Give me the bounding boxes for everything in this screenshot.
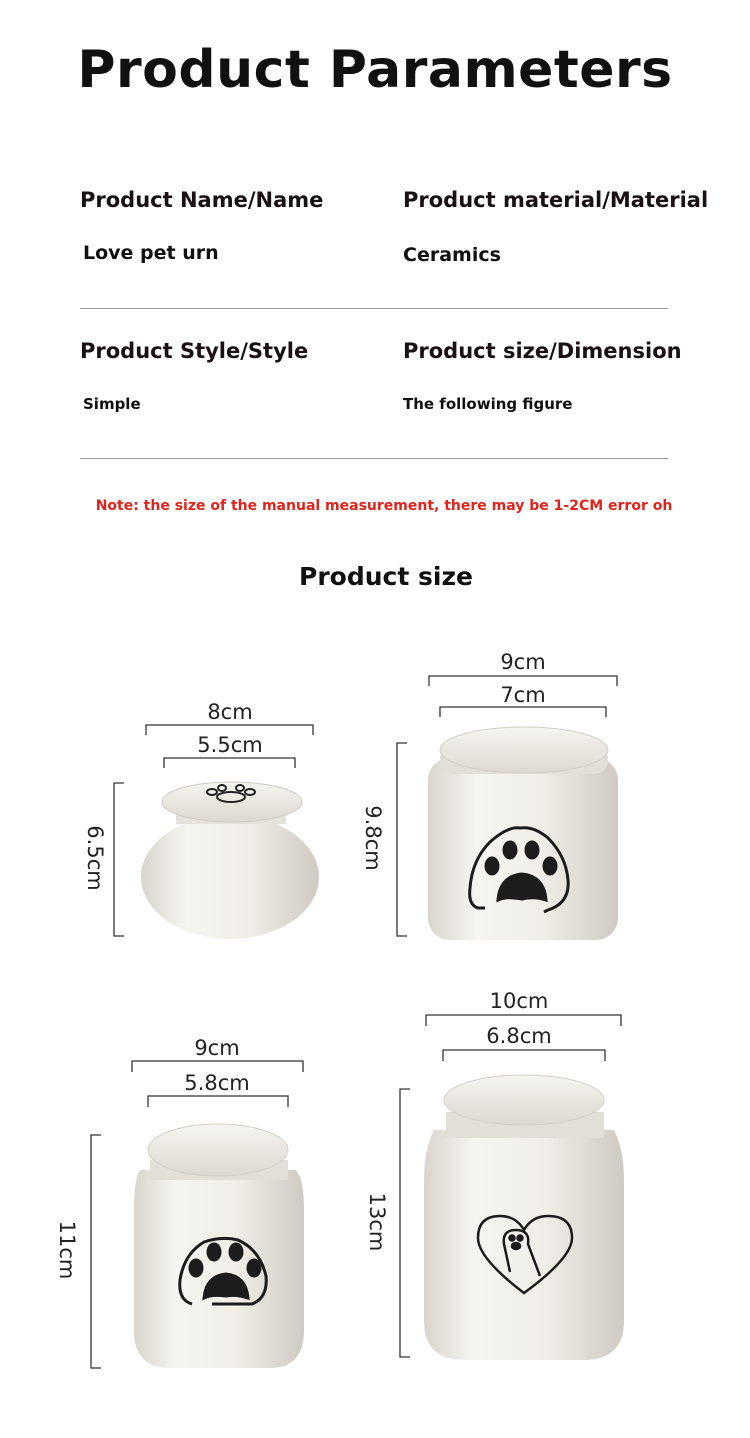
- product-name-label: Product Name/Name: [80, 188, 324, 212]
- urn-1-height: 6.5cm: [83, 825, 107, 891]
- product-material-value: Ceramics: [403, 244, 501, 266]
- urn-2-inner-width: 7cm: [500, 683, 546, 707]
- urn-1-outer-width: 8cm: [207, 700, 253, 724]
- urn-2-height: 9.8cm: [361, 805, 385, 871]
- product-size-title: Product size: [299, 562, 473, 591]
- urn-3-outer-width: 9cm: [194, 1036, 240, 1060]
- urn-3-height: 11cm: [55, 1220, 79, 1280]
- product-style-label: Product Style/Style: [80, 339, 309, 363]
- urn-4-height: 13cm: [365, 1192, 389, 1252]
- urn-tall-paw: [134, 1124, 304, 1368]
- product-name-value: Love pet urn: [83, 242, 219, 264]
- page-title: Product Parameters: [77, 40, 673, 100]
- product-material-label: Product material/Material: [403, 188, 709, 212]
- measurement-note: Note: the size of the manual measurement, there may be 1-2CM error oh: [95, 498, 673, 514]
- product-style-value: Simple: [83, 395, 141, 413]
- urn-4-inner-width: 6.8cm: [486, 1024, 552, 1048]
- urn-square: [428, 727, 618, 940]
- urn-3-inner-width: 5.8cm: [184, 1071, 250, 1095]
- urn-1-inner-width: 5.5cm: [197, 733, 263, 757]
- urn-4-outer-width: 10cm: [489, 989, 549, 1013]
- urn-small-round: [141, 782, 319, 939]
- product-size-label: Product size/Dimension: [403, 339, 682, 363]
- product-size-value: The following figure: [403, 395, 573, 413]
- urn-2-outer-width: 9cm: [500, 650, 546, 674]
- urn-tallest-heart: [424, 1075, 624, 1360]
